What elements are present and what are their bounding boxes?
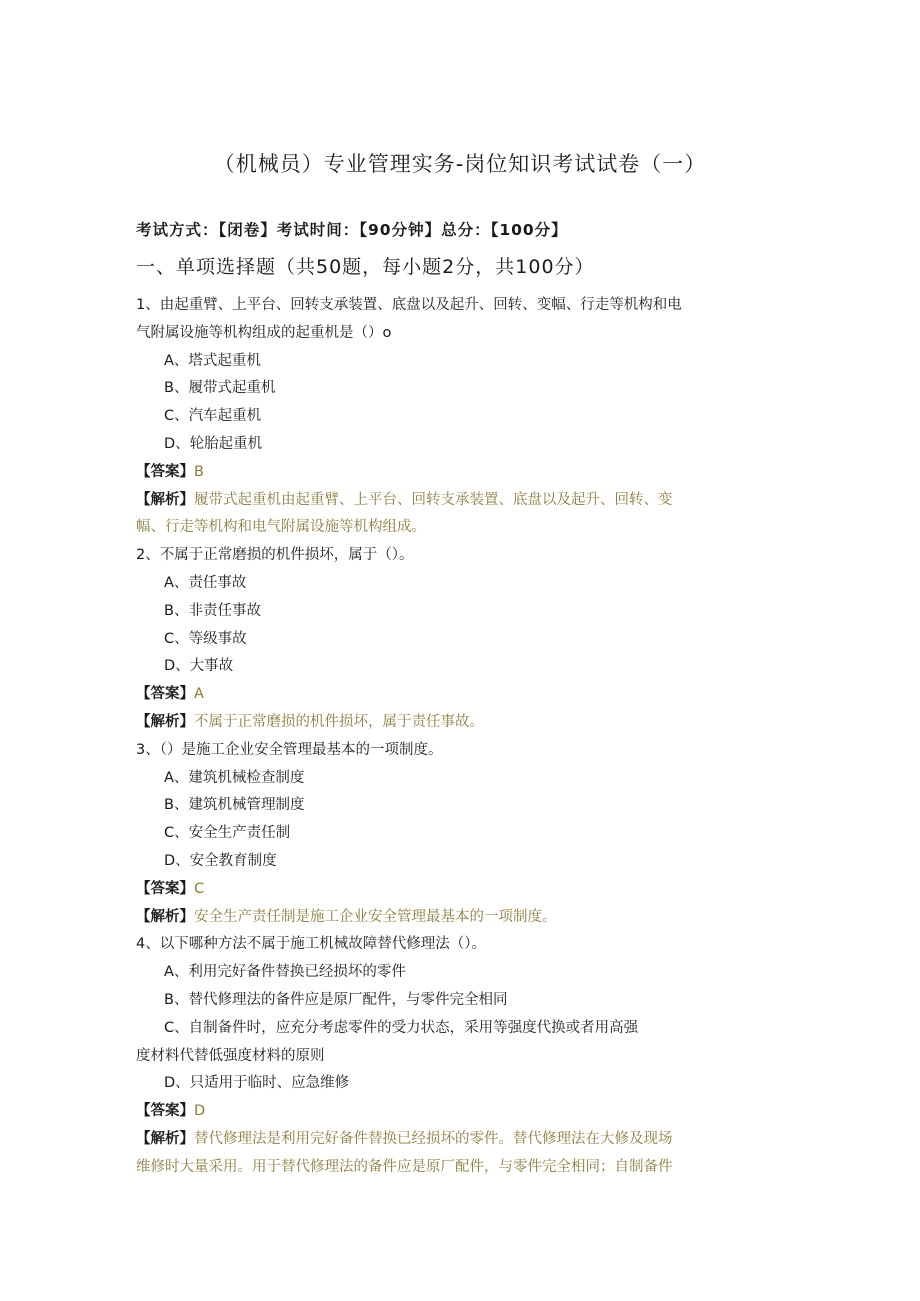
- option-d: D、轮胎起重机: [164, 435, 263, 452]
- answer-label: 【答案】: [136, 686, 194, 703]
- answer-value: A: [194, 686, 204, 703]
- explanation-label: 【解析】: [136, 1130, 194, 1147]
- question-stem: 4、以下哪种方法不属于施工机械故障替代修理法（）。: [136, 936, 486, 953]
- explanation-label: 【解析】: [136, 713, 194, 730]
- question-2: [136, 542, 786, 737]
- option-d: D、只适用于临时、应急维修: [164, 1075, 350, 1092]
- question-list: [136, 292, 786, 1182]
- option-d: D、安全教育制度: [164, 852, 277, 869]
- option-b: B、替代修理法的备件应是原厂配件，与零件完全相同: [164, 991, 508, 1008]
- answer-label: 【答案】: [136, 463, 194, 480]
- option-c-continued: 度材料代替低强度材料的原则: [136, 1047, 325, 1064]
- explanation-text: 维修时大量采用。用于替代修理法的备件应是原厂配件，与零件完全相同；自制备件: [136, 1158, 673, 1175]
- explanation-text: 替代修理法是利用完好备件替换已经损坏的零件。替代修理法在大修及现场: [194, 1130, 673, 1147]
- explanation-label: 【解析】: [136, 908, 194, 925]
- explanation-text: 履带式起重机由起重臂、上平台、回转支承装置、底盘以及起升、回转、变: [194, 491, 673, 508]
- answer-row: [136, 876, 786, 904]
- explanation-label: 【解析】: [136, 491, 194, 508]
- option-a: A、建筑机械检查制度: [164, 769, 305, 786]
- answer-value: B: [194, 463, 204, 480]
- option-c: C、自制备件时，应充分考虑零件的受力状态，采用等强度代换或者用高强: [164, 1019, 639, 1036]
- option-a: A、利用完好备件替换已经损坏的零件: [164, 964, 406, 981]
- answer-label: 【答案】: [136, 880, 194, 897]
- page-title: （机械员）专业管理实务-岗位知识考试试卷（一）: [213, 152, 707, 176]
- answer-row: [136, 681, 786, 709]
- option-a: A、塔式起重机: [164, 352, 261, 369]
- explanation-text: 幅、行走等机构和电气附属设施等机构组成。: [136, 519, 426, 536]
- option-a: A、责任事故: [164, 574, 247, 591]
- exam-info: 考试方式：【闭卷】考试时间：【90分钟】总分：【100分】: [136, 221, 568, 239]
- question-4: [136, 931, 786, 1181]
- option-d: D、大事故: [164, 658, 234, 675]
- question-stem: 2、不属于正常磨损的机件损坏，属于（）。: [136, 547, 414, 564]
- explanation-row: [136, 904, 786, 932]
- option-c: C、汽车起重机: [164, 408, 262, 425]
- explanation-row: [136, 1126, 786, 1154]
- section-heading: 一、单项选择题（共50题，每小题2分，共100分）: [136, 256, 595, 278]
- question-stem: 1、由起重臂、上平台、回转支承装置、底盘以及起升、回转、变幅、行走等机构和电: [136, 297, 682, 313]
- explanation-row: [136, 487, 786, 515]
- question-3: [136, 737, 786, 932]
- option-b: B、非责任事故: [164, 602, 261, 619]
- option-b: B、建筑机械管理制度: [164, 797, 305, 814]
- answer-row: [136, 1098, 786, 1126]
- answer-row: [136, 459, 786, 487]
- question-stem: 3、（）是施工企业安全管理最基本的一项制度。: [136, 741, 443, 758]
- option-b: B、履带式起重机: [164, 380, 276, 397]
- option-c: C、安全生产责任制: [164, 825, 291, 842]
- question-stem: 气附属设施等机构组成的起重机是（）o: [136, 324, 392, 341]
- option-c: C、等级事故: [164, 630, 247, 647]
- question-1: [136, 292, 786, 542]
- answer-label: 【答案】: [136, 1103, 194, 1120]
- explanation-row: [136, 709, 786, 737]
- answer-value: D: [194, 1103, 206, 1120]
- explanation-text: 安全生产责任制是施工企业安全管理最基本的一项制度。: [194, 908, 557, 925]
- answer-value: C: [194, 880, 205, 897]
- explanation-text: 不属于正常磨损的机件损坏，属于责任事故。: [194, 713, 484, 730]
